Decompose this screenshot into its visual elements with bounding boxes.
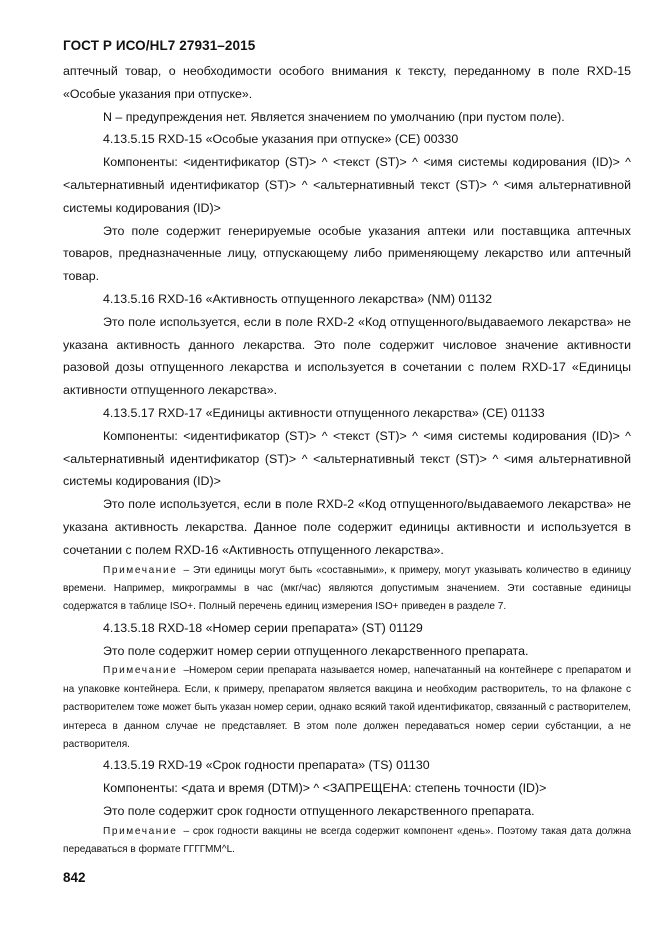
- note-label: Примечание: [103, 825, 178, 837]
- section-heading: 4.13.5.19 RXD-19 «Срок годности препарата» (TS) 01130: [103, 758, 430, 773]
- paragraph: аптечный товар, о необходимости особого внимания к тексту, переданному в поле RXD-15 «Особые указания при отпуске».: [63, 64, 631, 101]
- document-page: [63, 38, 631, 860]
- paragraph: Это поле используется, если в поле RXD-2 «Код отпущенного/выдаваемого лекарства» не указана активность данного лекарства. Это поле содержит числовое значение активности разовой дозы отпущенного лекарства и используется в сочетании с полем RXD-17 «Единицы активности отпущенного лекарства».: [63, 314, 631, 398]
- paragraph: Это поле используется, если в поле RXD-2 «Код отпущенного/выдаваемого лекарства» не указана активность лекарства. Данное поле содержит единицы активности и используется в сочетании с полем RXD-16 «Активность отпущенного лекарства».: [63, 497, 631, 557]
- note-text: – Эти единицы могут быть «составными», к примеру, могут указывать количество в единицу времени. Например, микрограммы в час (мкг/час) являются допустимым значением. Эти составные единицы содержатся в таблице ISO+. Полный перечень единиц измерения ISO+ приведен в разделе 7.: [63, 564, 631, 613]
- section-heading: 4.13.5.16 RXD-16 «Активность отпущенного лекарства» (NM) 01132: [103, 291, 492, 306]
- paragraph: Компоненты: <идентификатор (ST)> ^ <текст (ST)> ^ <имя системы кодирования (ID)> ^ <альтернативный идентификатор (ST)> ^ <альтернативный текст (ST)> ^ <имя альтернативной системы кодирования (ID)>: [63, 155, 631, 215]
- note-label: Примечание: [103, 564, 178, 576]
- note-text: – срок годности вакцины не всегда содержит компонент «день». Поэтому такая дата должна передаваться в формате ГГГГММ^L.: [63, 825, 631, 856]
- paragraph: Компоненты: <дата и время (DTM)> ^ <ЗАПРЕЩЕНА: степень точности (ID)>: [103, 781, 547, 796]
- paragraph: N – предупреждения нет. Является значением по умолчанию (при пустом поле).: [103, 109, 565, 124]
- note: [63, 662, 631, 754]
- note: [63, 562, 631, 617]
- page-number: 842: [63, 870, 86, 885]
- paragraph: Это поле содержит генерируемые особые указания аптеки или поставщика аптечных товаров, предназначенные лицу, отпускающему либо применяющему лекарство или аптечный товар.: [63, 223, 631, 284]
- paragraph: Это поле содержит номер серии отпущенного лекарственного препарата.: [103, 643, 529, 658]
- standard-header: ГОСТ Р ИСО/HL7 27931–2015: [63, 38, 256, 53]
- paragraph: Это поле содержит срок годности отпущенного лекарственного препарата.: [103, 803, 535, 818]
- paragraph: Компоненты: <идентификатор (ST)> ^ <текст (ST)> ^ <имя системы кодирования (ID)> ^ <альтернативный идентификатор (ST)> ^ <альтернативный текст (ST)> ^ <имя альтернативной системы кодирования (ID)>: [63, 428, 631, 489]
- section-heading: 4.13.5.15 RXD-15 «Особые указания при отпуске» (CE) 00330: [103, 132, 459, 147]
- note: [63, 823, 631, 860]
- section-heading: 4.13.5.17 RXD-17 «Единицы активности отпущенного лекарства» (CE) 01133: [103, 405, 545, 420]
- section-heading: 4.13.5.18 RXD-18 «Номер серии препарата» (ST) 01129: [103, 620, 423, 635]
- note-text: –Номером серии препарата называется номер, напечатанный на контейнере с препаратом и на упаковке контейнера. Если, к примеру, препаратом является вакцина и необходим растворитель, то на флаконе с растворителем тоже может быть указан номер серии, однако всякий такой идентификатор, связанный с растворителем, интереса в данном случае не представляет. В этом поле должен передаваться номер серии субстанции, а не растворителя.: [63, 665, 631, 750]
- note-label: Примечание: [103, 665, 178, 677]
